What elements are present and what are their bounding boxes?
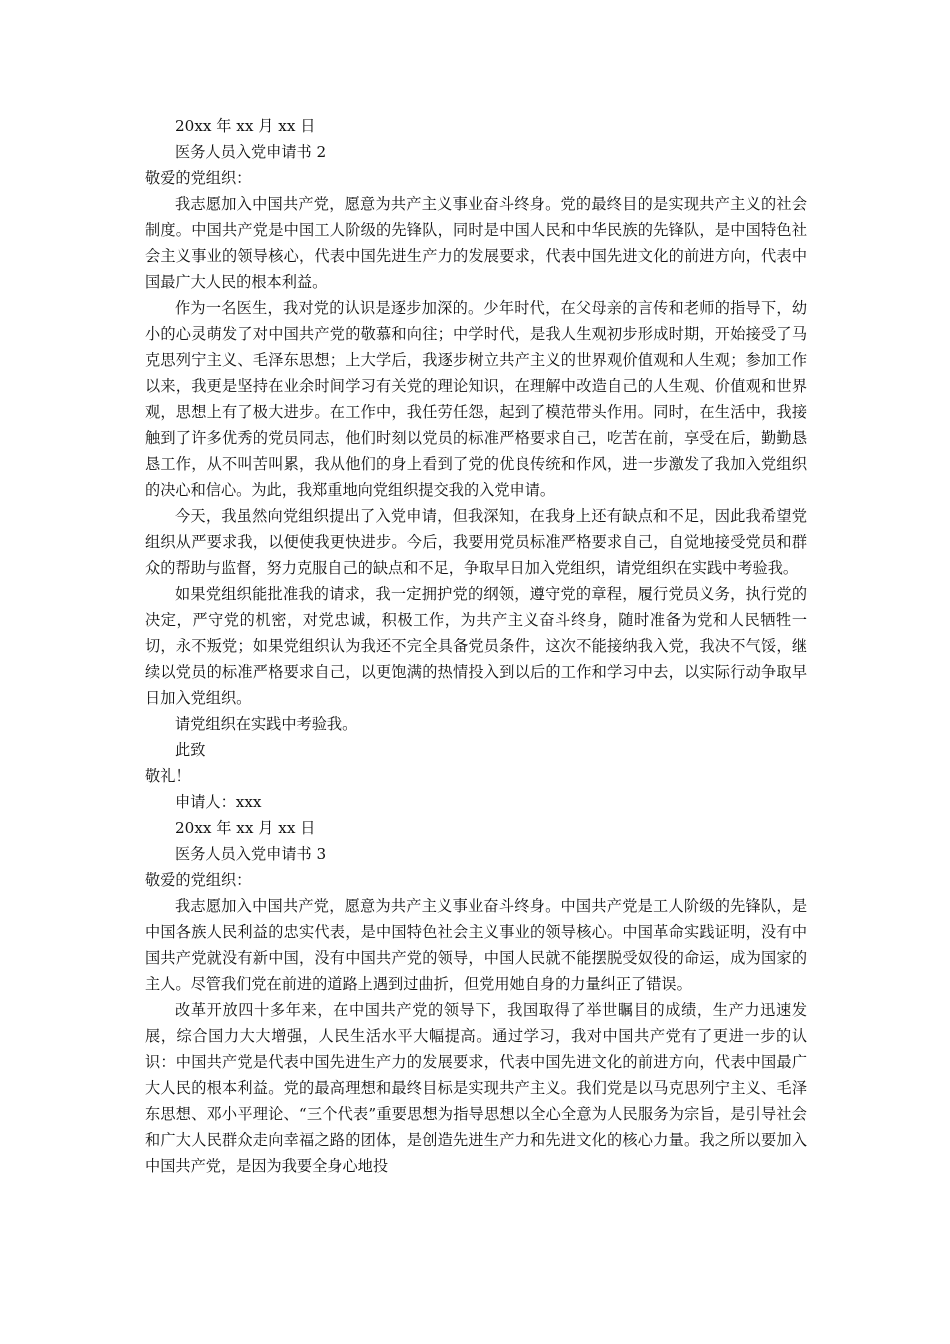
letter2-applicant: 申请人：xxx [175,793,262,811]
letter2-salute: 敬礼！ [145,767,191,785]
document-page [145,113,807,1179]
letter2-paragraph-4: 如果党组织能批准我的请求，我一定拥护党的纲领，遵守党的章程，履行党员义务，执行党的决定，严守党的机密，对党忠诚，积极工作，为共产主义奋斗终身，随时准备为党和人民牺牲一切，永不叛党；如果党组织认为我还不完全具备党员条件，这次不能接纳我入党，我决不气馁，继续以党员的标准严格要求自己，以更饱满的热情投入到以后的工作和学习中去，以实际行动争取早日加入党组织。 [145,585,807,707]
letter2-salutation: 敬爱的党组织： [145,169,252,187]
letter2-paragraph-1: 我志愿加入中国共产党，愿意为共产主义事业奋斗终身。党的最终目的是实现共产主义的社会制度。中国共产党是中国工人阶级的先锋队，同时是中国人民和中华民族的先锋队，是中国特色社会主义事业的领导核心，代表中国先进生产力的发展要求，代表中国先进文化的前进方向，代表中国最广大人民的根本利益。 [145,195,807,291]
letter2-closing-request: 请党组织在实践中考验我。 [175,715,358,733]
letter3-salutation: 敬爱的党组织： [145,871,252,889]
letter2-paragraph-3: 今天，我虽然向党组织提出了入党申请，但我深知，在我身上还有缺点和不足，因此我希望党组织从严要求我，以便使我更快进步。今后，我要用党员标准严格要求自己，自觉地接受党员和群众的帮助与监督，努力克服自己的缺点和不足，争取早日加入党组织，请党组织在实践中考验我。 [145,507,807,577]
letter2-title: 医务人员入党申请书 2 [175,143,327,161]
letter2-date-top: 20xx 年 xx 月 xx 日 [175,117,316,135]
letter2-paragraph-2: 作为一名医生，我对党的认识是逐步加深的。少年时代，在父母亲的言传和老师的指导下，幼小的心灵萌发了对中国共产党的敬慕和向往；中学时代，是我人生观初步形成时期，开始接受了马克思列宁主义、毛泽东思想；上大学后，我逐步树立共产主义的世界观价值观和人生观；参加工作以来，我更是坚持在业余时间学习有关党的理论知识，在理解中改造自己的人生观、价值观和世界观，思想上有了极大进步。在工作中，我任劳任怨，起到了模范带头作用。同时，在生活中，我接触到了许多优秀的党员同志，他们时刻以党员的标准严格要求自己，吃苦在前，享受在后，勤勤恳恳工作，从不叫苦叫累，我从他们的身上看到了党的优良传统和作风，进一步激发了我加入党组织的决心和信心。为此，我郑重地向党组织提交我的入党申请。 [145,299,807,499]
letter3-title: 医务人员入党申请书 3 [175,845,327,863]
letter3-paragraph-2: 改革开放四十多年来，在中国共产党的领导下，我国取得了举世瞩目的成绩，生产力迅速发展，综合国力大大增强，人民生活水平大幅提高。通过学习，我对中国共产党有了更进一步的认识：中国共产党是代表中国先进生产力的发展要求，代表中国先进文化的前进方向，代表中国最广大人民的根本利益。党的最高理想和最终目标是实现共产主义。我们党是以马克思列宁主义、毛泽东思想、邓小平理论、“三个代表”重要思想为指导思想以全心全意为人民服务为宗旨，是引导社会和广大人民群众走向幸福之路的团体，是创造先进生产力和先进文化的核心力量。我之所以要加入中国共产党，是因为我要全身心地投 [145,1001,807,1175]
letter3-paragraph-1: 我志愿加入中国共产党，愿意为共产主义事业奋斗终身。中国共产党是工人阶级的先锋队，是中国各族人民利益的忠实代表，是中国特色社会主义事业的领导核心。中国革命实践证明，没有中国共产党就没有新中国，没有中国共产党的领导，中国人民就不能摆脱受奴役的命运，成为国家的主人。尽管我们党在前进的道路上遇到过曲折，但党用她自身的力量纠正了错误。 [145,897,807,993]
letter2-date-bottom: 20xx 年 xx 月 xx 日 [175,819,316,837]
letter2-closing: 此致 [175,741,206,759]
